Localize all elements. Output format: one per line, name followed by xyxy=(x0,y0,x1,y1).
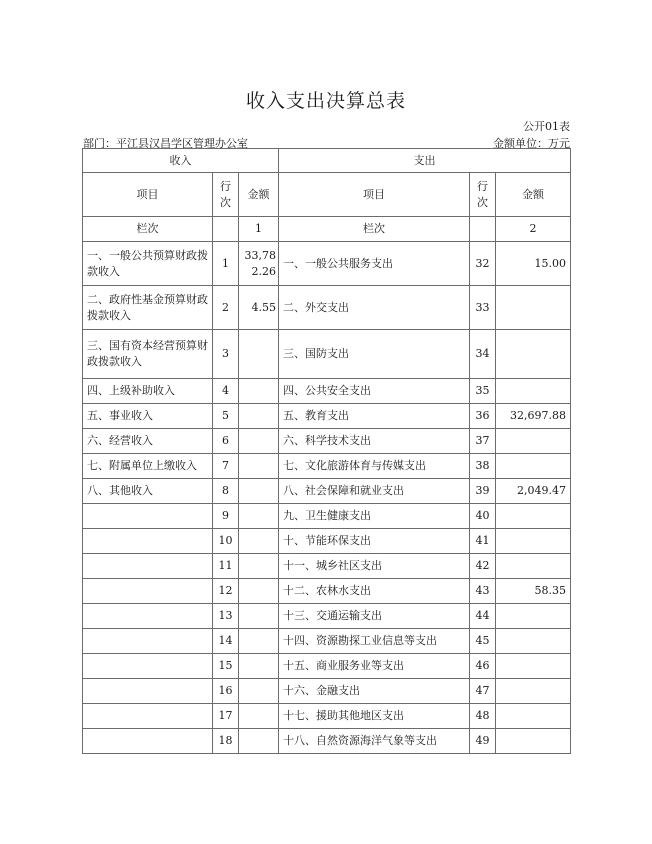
income-line-cell: 16 xyxy=(213,679,239,704)
income-amount-cell: 4.55 xyxy=(239,286,279,330)
income-line-cell: 9 xyxy=(213,504,239,529)
income-line-cell: 12 xyxy=(213,579,239,604)
income-amount-cell xyxy=(239,429,279,454)
income-lanci-blank xyxy=(213,217,239,242)
table-row xyxy=(83,242,571,286)
expense-amount-cell: 15.00 xyxy=(496,242,571,286)
income-line-cell: 10 xyxy=(213,529,239,554)
income-item-cell: 六、经营收入 xyxy=(83,429,213,454)
expense-item-cell: 十、节能环保支出 xyxy=(279,529,470,554)
income-item-cell xyxy=(83,654,213,679)
income-line-cell: 4 xyxy=(213,379,239,404)
expense-column-number: 2 xyxy=(496,217,571,242)
expense-amount-cell xyxy=(496,554,571,579)
income-item-cell xyxy=(83,579,213,604)
expense-amount-cell: 2,049.47 xyxy=(496,479,571,504)
income-item-cell: 三、国有资本经营预算财政拨款收入 xyxy=(83,330,213,379)
income-amount-cell xyxy=(239,330,279,379)
income-item-cell: 七、附属单位上缴收入 xyxy=(83,454,213,479)
expense-item-cell: 三、国防支出 xyxy=(279,330,470,379)
expense-item-cell: 十一、城乡社区支出 xyxy=(279,554,470,579)
income-line-cell: 11 xyxy=(213,554,239,579)
income-item-cell: 一、一般公共预算财政拨款收入 xyxy=(83,242,213,286)
table-row xyxy=(83,504,571,529)
table-row xyxy=(83,629,571,654)
column-number-row xyxy=(83,217,571,242)
expense-item-cell: 十六、金融支出 xyxy=(279,679,470,704)
expense-section-header: 支出 xyxy=(279,149,571,173)
table-row xyxy=(83,404,571,429)
expense-line-cell: 43 xyxy=(470,579,496,604)
income-line-cell: 5 xyxy=(213,404,239,429)
expense-item-cell: 九、卫生健康支出 xyxy=(279,504,470,529)
income-line-cell: 17 xyxy=(213,704,239,729)
table-row xyxy=(83,604,571,629)
table-row xyxy=(83,429,571,454)
income-amount-cell xyxy=(239,379,279,404)
income-lanci-label: 栏次 xyxy=(83,217,213,242)
income-line-cell: 13 xyxy=(213,604,239,629)
table-row xyxy=(83,729,571,754)
income-item-cell xyxy=(83,529,213,554)
expense-item-cell: 六、科学技术支出 xyxy=(279,429,470,454)
expense-line-cell: 44 xyxy=(470,604,496,629)
expense-amount-cell: 32,697.88 xyxy=(496,404,571,429)
expense-item-cell: 十四、资源勘探工业信息等支出 xyxy=(279,629,470,654)
table-row xyxy=(83,529,571,554)
table-row xyxy=(83,554,571,579)
expense-line-cell: 46 xyxy=(470,654,496,679)
income-amount-cell: 33,782.26 xyxy=(239,242,279,286)
expense-amount-header: 金额 xyxy=(496,173,571,217)
expense-amount-cell xyxy=(496,729,571,754)
expense-amount-cell xyxy=(496,704,571,729)
income-amount-cell xyxy=(239,729,279,754)
income-line-cell: 7 xyxy=(213,454,239,479)
income-item-cell xyxy=(83,629,213,654)
expense-item-cell: 十七、援助其他地区支出 xyxy=(279,704,470,729)
income-item-cell: 五、事业收入 xyxy=(83,404,213,429)
expense-amount-cell xyxy=(496,504,571,529)
table-row xyxy=(83,379,571,404)
income-line-cell: 15 xyxy=(213,654,239,679)
income-amount-cell xyxy=(239,504,279,529)
income-item-cell: 二、政府性基金预算财政拨款收入 xyxy=(83,286,213,330)
income-amount-cell xyxy=(239,679,279,704)
income-line-cell: 1 xyxy=(213,242,239,286)
expense-line-header: 行次 xyxy=(470,173,496,217)
expense-line-cell: 34 xyxy=(470,330,496,379)
header-row-columns xyxy=(83,173,571,217)
income-amount-cell xyxy=(239,579,279,604)
income-item-cell xyxy=(83,679,213,704)
expense-amount-cell xyxy=(496,429,571,454)
department-label: 部门：平江县汉昌学区管理办公室 xyxy=(83,137,248,150)
income-amount-cell xyxy=(239,704,279,729)
expense-item-cell: 十八、自然资源海洋气象等支出 xyxy=(279,729,470,754)
expense-line-cell: 35 xyxy=(470,379,496,404)
expense-amount-cell xyxy=(496,330,571,379)
expense-line-cell: 40 xyxy=(470,504,496,529)
income-amount-cell xyxy=(239,629,279,654)
expense-line-cell: 42 xyxy=(470,554,496,579)
table-row xyxy=(83,286,571,330)
income-line-cell: 2 xyxy=(213,286,239,330)
table-row xyxy=(83,454,571,479)
expense-item-cell: 五、教育支出 xyxy=(279,404,470,429)
table-row xyxy=(83,579,571,604)
expense-item-cell: 十五、商业服务业等支出 xyxy=(279,654,470,679)
income-item-cell xyxy=(83,504,213,529)
expense-amount-cell xyxy=(496,379,571,404)
income-item-header: 项目 xyxy=(83,173,213,217)
expense-line-cell: 37 xyxy=(470,429,496,454)
page-title: 收入支出决算总表 xyxy=(245,90,406,112)
table-row xyxy=(83,704,571,729)
income-item-cell xyxy=(83,604,213,629)
header-row-sections xyxy=(83,149,571,173)
income-amount-cell xyxy=(239,654,279,679)
income-line-cell: 18 xyxy=(213,729,239,754)
expense-line-cell: 39 xyxy=(470,479,496,504)
expense-item-cell: 八、社会保障和就业支出 xyxy=(279,479,470,504)
expense-item-cell: 十二、农林水支出 xyxy=(279,579,470,604)
income-item-cell: 八、其他收入 xyxy=(83,479,213,504)
amount-unit-label: 金额单位：万元 xyxy=(493,137,570,150)
income-item-cell: 四、上级补助收入 xyxy=(83,379,213,404)
income-line-cell: 3 xyxy=(213,330,239,379)
income-amount-cell xyxy=(239,404,279,429)
expense-line-cell: 41 xyxy=(470,529,496,554)
expense-line-cell: 47 xyxy=(470,679,496,704)
income-amount-cell xyxy=(239,529,279,554)
expense-line-cell: 45 xyxy=(470,629,496,654)
income-item-cell xyxy=(83,704,213,729)
income-amount-cell xyxy=(239,479,279,504)
expense-amount-cell xyxy=(496,529,571,554)
income-line-cell: 8 xyxy=(213,479,239,504)
expense-amount-cell xyxy=(496,654,571,679)
table-row xyxy=(83,654,571,679)
expense-item-header: 项目 xyxy=(279,173,470,217)
income-amount-cell xyxy=(239,454,279,479)
expense-line-cell: 32 xyxy=(470,242,496,286)
income-column-number: 1 xyxy=(239,217,279,242)
expense-amount-cell: 58.35 xyxy=(496,579,571,604)
expense-line-cell: 38 xyxy=(470,454,496,479)
expense-amount-cell xyxy=(496,454,571,479)
income-line-cell: 14 xyxy=(213,629,239,654)
expense-line-cell: 48 xyxy=(470,704,496,729)
expense-line-cell: 33 xyxy=(470,286,496,330)
table-row xyxy=(83,479,571,504)
expense-item-cell: 二、外交支出 xyxy=(279,286,470,330)
form-number: 公开01表 xyxy=(523,120,570,133)
expense-item-cell: 十三、交通运输支出 xyxy=(279,604,470,629)
expense-amount-cell xyxy=(496,679,571,704)
expense-lanci-label: 栏次 xyxy=(279,217,470,242)
income-amount-cell xyxy=(239,554,279,579)
income-section-header: 收入 xyxy=(83,149,279,173)
expense-item-cell: 七、文化旅游体育与传媒支出 xyxy=(279,454,470,479)
expense-amount-cell xyxy=(496,286,571,330)
expense-item-cell: 四、公共安全支出 xyxy=(279,379,470,404)
expense-item-cell: 一、一般公共服务支出 xyxy=(279,242,470,286)
income-line-header: 行次 xyxy=(213,173,239,217)
income-expense-table xyxy=(82,148,571,754)
income-item-cell xyxy=(83,554,213,579)
income-line-cell: 6 xyxy=(213,429,239,454)
income-item-cell xyxy=(83,729,213,754)
income-amount-cell xyxy=(239,604,279,629)
expense-lanci-blank xyxy=(470,217,496,242)
expense-amount-cell xyxy=(496,604,571,629)
expense-line-cell: 49 xyxy=(470,729,496,754)
income-amount-header: 金额 xyxy=(239,173,279,217)
table-row xyxy=(83,679,571,704)
expense-amount-cell xyxy=(496,629,571,654)
table-row xyxy=(83,330,571,379)
expense-line-cell: 36 xyxy=(470,404,496,429)
